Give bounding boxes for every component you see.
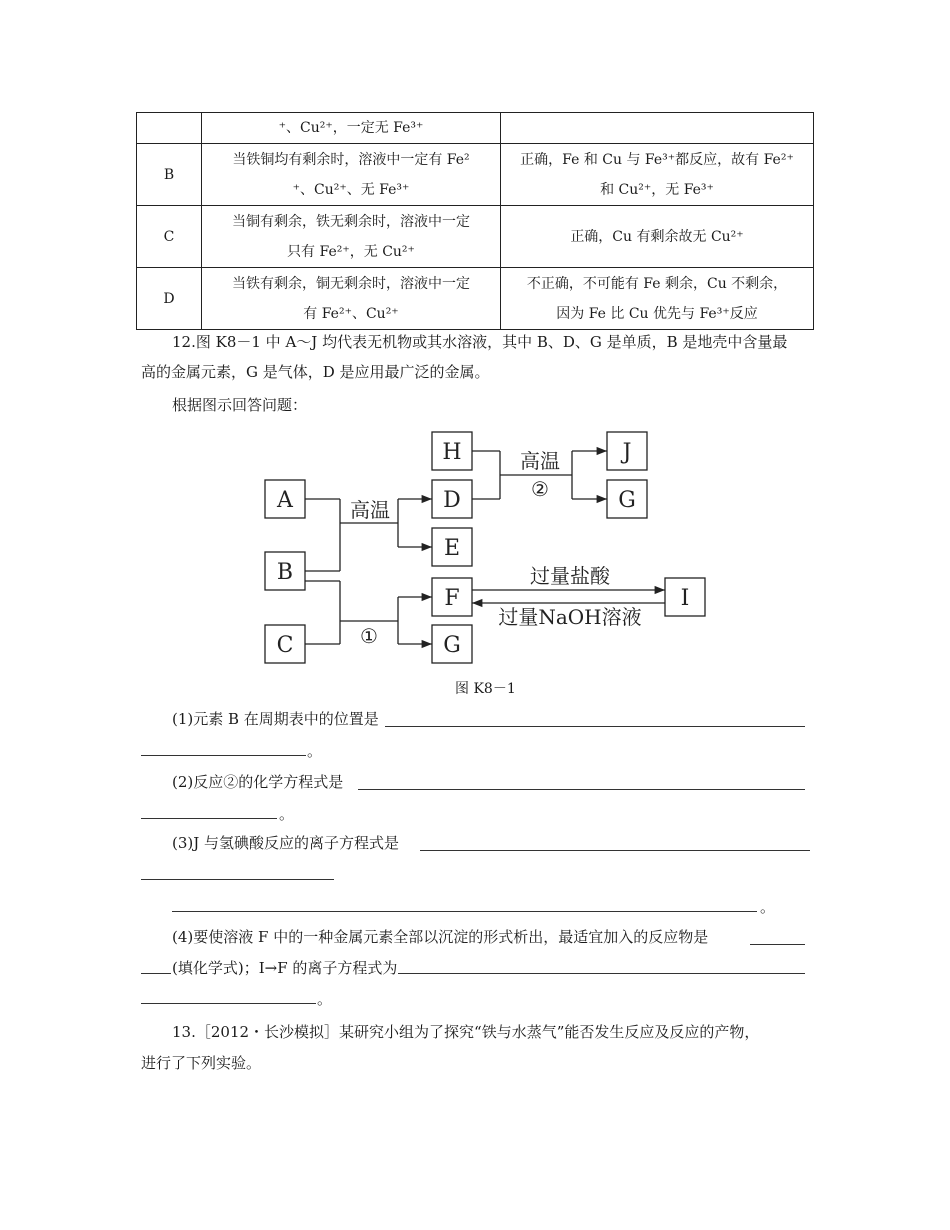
box-label: F (444, 586, 460, 611)
q13-line2: 进行了下列实验。 (141, 1054, 262, 1072)
option-statement: 当铁有剩余，铜无剩余时，溶液中一定 有 Fe²⁺、Cu²⁺ (202, 268, 501, 330)
option-label: C (137, 206, 202, 268)
answer-blank[interactable] (141, 755, 306, 756)
option-judgement: 正确，Cu 有剩余故无 Cu²⁺ (501, 206, 814, 268)
answer-blank[interactable] (358, 789, 805, 790)
q12-line1: 12.图 K8－1 中 A～J 均代表无机物或其水溶液，其中 B、D、G 是单质，B 是地壳中含量最 (172, 333, 788, 351)
q13-line1: 13.［2012・长沙模拟］某研究小组为了探究“铁与水蒸气”能否发生反应及反应的产物， (172, 1023, 760, 1041)
q12-sub3: (3)J 与氢碘酸反应的离子方程式是 (172, 834, 400, 852)
q12-sub4a: (4)要使溶液 F 中的一种金属元素全部以沉淀的形式析出，最适宜加入的反应物是 (172, 928, 709, 946)
label-reaction-2: ② (531, 477, 549, 501)
answer-blank[interactable] (141, 973, 171, 974)
option-statement: 当铜有剩余，铁无剩余时，溶液中一定 只有 Fe²⁺，无 Cu²⁺ (202, 206, 501, 268)
period: 。 (307, 742, 323, 760)
answer-blank[interactable] (385, 726, 805, 727)
option-label: B (137, 144, 202, 206)
box-label: I (680, 586, 690, 611)
box-label: B (276, 560, 294, 585)
option-label: D (137, 268, 202, 330)
box-label: E (443, 536, 461, 561)
box-label: G (443, 633, 461, 658)
q12-sub4b: (填化学式)；I→F 的离子方程式为 (172, 959, 398, 977)
answer-blank[interactable] (172, 911, 757, 912)
box-label: C (276, 633, 294, 658)
option-judgement: 正确，Fe 和 Cu 与 Fe³⁺都反应，故有 Fe²⁺ 和 Cu²⁺，无 Fe³⁺ (501, 144, 814, 206)
period: 。 (317, 990, 333, 1008)
box-label: D (443, 488, 461, 513)
box-label: J (622, 440, 632, 465)
answer-blank[interactable] (750, 944, 805, 945)
figure-caption: 图 K8－1 (455, 681, 516, 697)
label-reaction-1: ① (360, 624, 378, 648)
option-judgement: 不正确，不可能有 Fe 剩余，Cu 不剩余， 因为 Fe 比 Cu 优先与 Fe³⁺反应 (501, 268, 814, 330)
box-label: G (618, 488, 636, 513)
answer-blank[interactable] (420, 850, 810, 851)
label-high-temp-1: 高温 (350, 498, 390, 522)
box-label: H (442, 440, 462, 465)
box-label: A (277, 488, 293, 513)
option-statement: 当铁铜均有剩余时，溶液中一定有 Fe² ⁺、Cu²⁺、无 Fe³⁺ (202, 144, 501, 206)
answer-blank[interactable] (141, 879, 334, 880)
q12-sub2: (2)反应②的化学方程式是 (172, 773, 344, 791)
q12-line2: 高的金属元素，G 是气体，D 是应用最广泛的金属。 (141, 363, 490, 381)
option-statement: ⁺、Cu²⁺，一定无 Fe³⁺ (202, 113, 501, 144)
answer-blank[interactable] (141, 1003, 316, 1004)
period: 。 (279, 805, 295, 823)
answer-blank[interactable] (398, 973, 805, 974)
label-high-temp-2: 高温 (520, 449, 560, 473)
label-excess-hcl: 过量盐酸 (530, 564, 610, 588)
answer-blank[interactable] (141, 818, 277, 819)
q12-sub1: (1)元素 B 在周期表中的位置是 (172, 710, 379, 728)
period: 。 (760, 898, 776, 916)
q12-line3: 根据图示回答问题： (172, 396, 308, 414)
label-excess-naoh: 过量NaOH溶液 (498, 605, 642, 629)
